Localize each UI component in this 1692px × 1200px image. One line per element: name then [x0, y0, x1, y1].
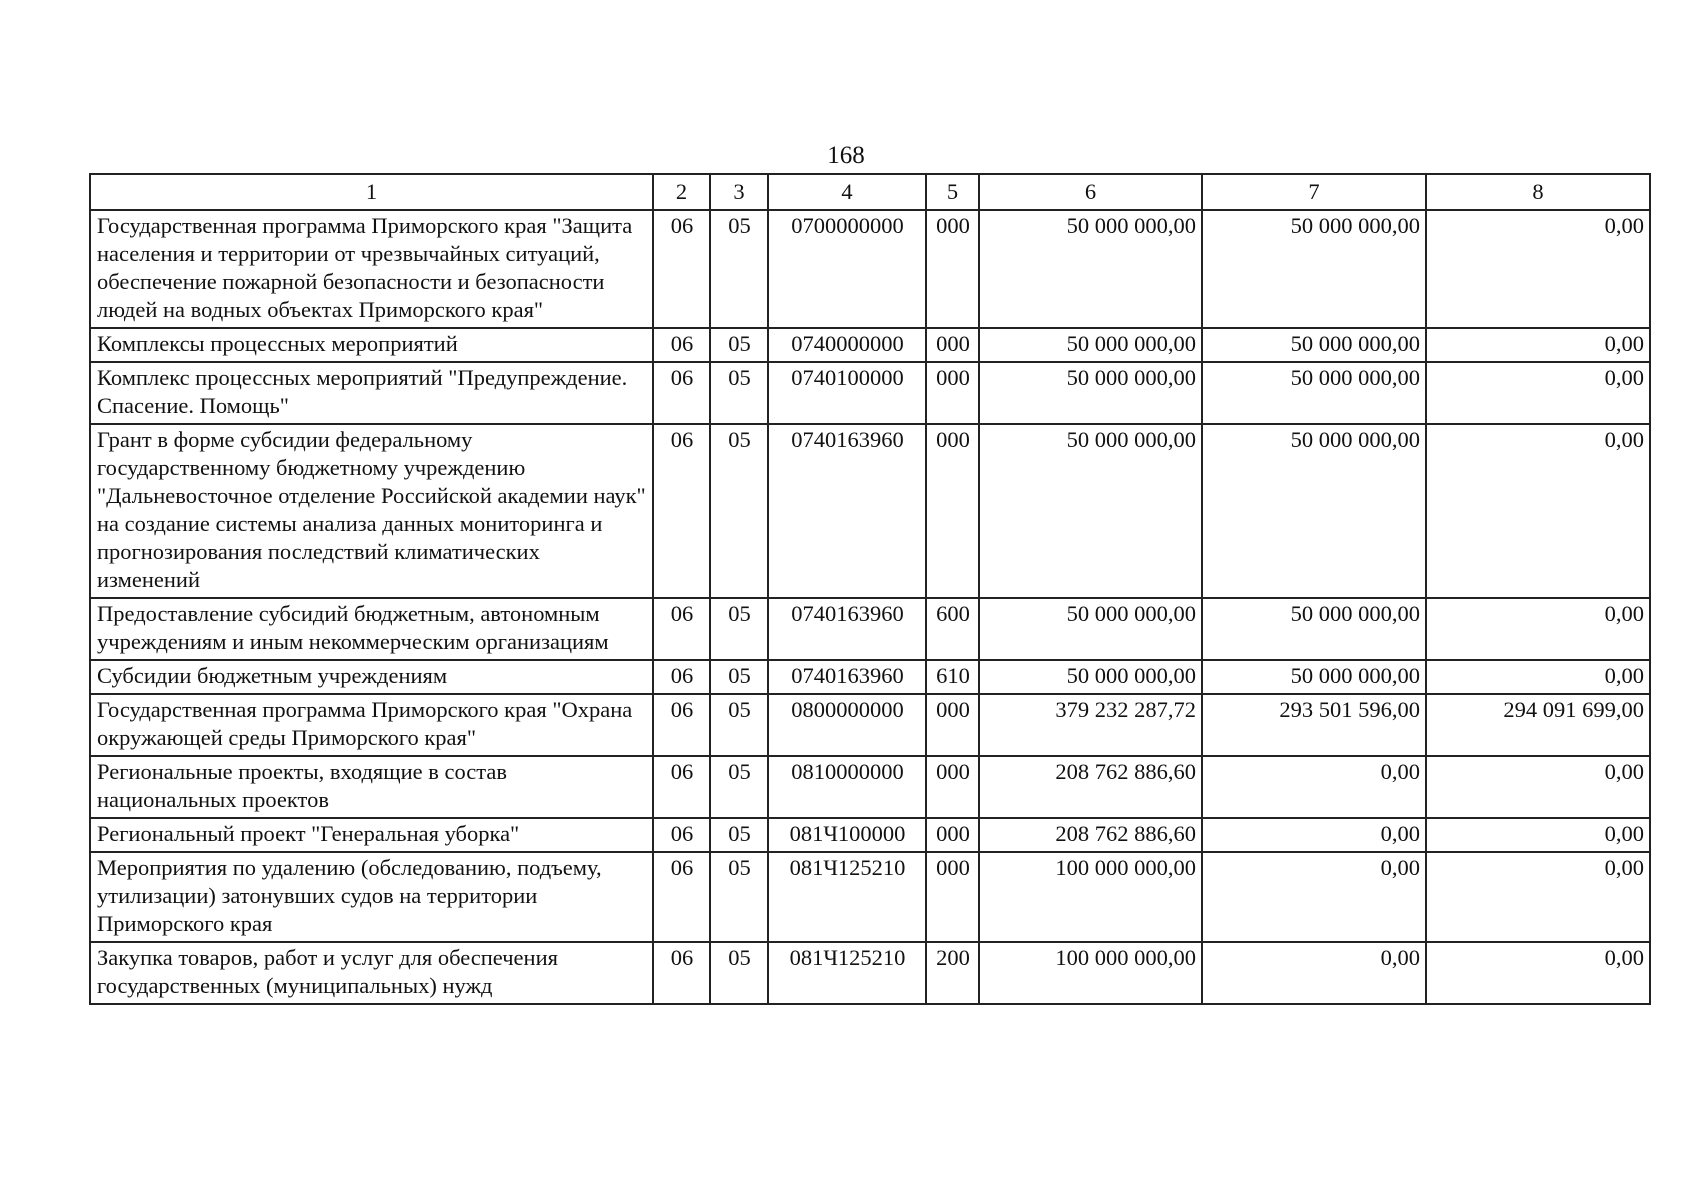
amount-col6: 50 000 000,00 — [979, 362, 1202, 424]
amount-col8: 0,00 — [1426, 328, 1650, 362]
amount-col6: 50 000 000,00 — [979, 660, 1202, 694]
amount-col7: 50 000 000,00 — [1202, 598, 1426, 660]
row-name: Субсидии бюджетным учреждениям — [90, 660, 653, 694]
amount-col8: 0,00 — [1426, 756, 1650, 818]
column-header: 3 — [710, 174, 768, 210]
table-row — [90, 756, 1650, 818]
expense-type-code: 000 — [926, 362, 979, 424]
row-name: Государственная программа Приморского края "Защита населения и территории от чрезвычайных ситуаций, обеспечение пожарной безопасности и безопасности людей на водных объектах Приморского края" — [90, 210, 653, 328]
row-name: Грант в форме субсидии федеральному государственному бюджетному учреждению "Дальневосточное отделение Российской академии наук" на создание системы анализа данных мониторинга и прогнозирования последствий климатических изменений — [90, 424, 653, 598]
expense-type-code: 000 — [926, 424, 979, 598]
subsection-code: 05 — [710, 694, 768, 756]
amount-col8: 0,00 — [1426, 598, 1650, 660]
column-header: 5 — [926, 174, 979, 210]
amount-col6: 208 762 886,60 — [979, 756, 1202, 818]
section-code: 06 — [653, 660, 710, 694]
table-row — [90, 210, 1650, 328]
amount-col7: 50 000 000,00 — [1202, 424, 1426, 598]
subsection-code: 05 — [710, 328, 768, 362]
section-code: 06 — [653, 756, 710, 818]
amount-col6: 50 000 000,00 — [979, 424, 1202, 598]
target-article-code: 0740100000 — [768, 362, 926, 424]
amount-col7: 0,00 — [1202, 852, 1426, 942]
amount-col8: 0,00 — [1426, 818, 1650, 852]
amount-col7: 0,00 — [1202, 942, 1426, 1004]
expense-type-code: 000 — [926, 852, 979, 942]
amount-col7: 293 501 596,00 — [1202, 694, 1426, 756]
amount-col8: 294 091 699,00 — [1426, 694, 1650, 756]
amount-col6: 50 000 000,00 — [979, 598, 1202, 660]
subsection-code: 05 — [710, 756, 768, 818]
table-body — [90, 210, 1650, 1004]
subsection-code: 05 — [710, 210, 768, 328]
row-name: Региональный проект "Генеральная уборка" — [90, 818, 653, 852]
table-row — [90, 328, 1650, 362]
section-code: 06 — [653, 210, 710, 328]
subsection-code: 05 — [710, 852, 768, 942]
subsection-code: 05 — [710, 362, 768, 424]
table-row — [90, 942, 1650, 1004]
section-code: 06 — [653, 818, 710, 852]
amount-col8: 0,00 — [1426, 660, 1650, 694]
table-row — [90, 852, 1650, 942]
amount-col6: 100 000 000,00 — [979, 942, 1202, 1004]
amount-col8: 0,00 — [1426, 852, 1650, 942]
header-row — [90, 174, 1650, 210]
budget-table — [89, 173, 1651, 1005]
row-name: Государственная программа Приморского края "Охрана окружающей среды Приморского края" — [90, 694, 653, 756]
amount-col8: 0,00 — [1426, 942, 1650, 1004]
row-name: Предоставление субсидий бюджетным, автономным учреждениям и иным некоммерческим организациям — [90, 598, 653, 660]
target-article-code: 0740163960 — [768, 660, 926, 694]
amount-col7: 0,00 — [1202, 756, 1426, 818]
subsection-code: 05 — [710, 598, 768, 660]
section-code: 06 — [653, 852, 710, 942]
section-code: 06 — [653, 424, 710, 598]
expense-type-code: 000 — [926, 756, 979, 818]
target-article-code: 0700000000 — [768, 210, 926, 328]
row-name: Закупка товаров, работ и услуг для обеспечения государственных (муниципальных) нужд — [90, 942, 653, 1004]
expense-type-code: 000 — [926, 328, 979, 362]
section-code: 06 — [653, 598, 710, 660]
expense-type-code: 200 — [926, 942, 979, 1004]
table-row — [90, 424, 1650, 598]
page-number: 168 — [827, 142, 865, 169]
target-article-code: 0810000000 — [768, 756, 926, 818]
target-article-code: 0740163960 — [768, 424, 926, 598]
table-row — [90, 598, 1650, 660]
column-header: 7 — [1202, 174, 1426, 210]
amount-col8: 0,00 — [1426, 362, 1650, 424]
table-row — [90, 362, 1650, 424]
expense-type-code: 000 — [926, 694, 979, 756]
column-header: 4 — [768, 174, 926, 210]
target-article-code: 081Ч125210 — [768, 942, 926, 1004]
subsection-code: 05 — [710, 660, 768, 694]
amount-col8: 0,00 — [1426, 424, 1650, 598]
row-name: Мероприятия по удалению (обследованию, подъему, утилизации) затонувших судов на территории Приморского края — [90, 852, 653, 942]
column-header: 2 — [653, 174, 710, 210]
section-code: 06 — [653, 328, 710, 362]
row-name: Комплекс процессных мероприятий "Предупреждение. Спасение. Помощь" — [90, 362, 653, 424]
amount-col7: 50 000 000,00 — [1202, 328, 1426, 362]
target-article-code: 081Ч100000 — [768, 818, 926, 852]
section-code: 06 — [653, 942, 710, 1004]
subsection-code: 05 — [710, 818, 768, 852]
row-name: Региональные проекты, входящие в состав национальных проектов — [90, 756, 653, 818]
amount-col7: 50 000 000,00 — [1202, 210, 1426, 328]
column-header: 6 — [979, 174, 1202, 210]
table-row — [90, 818, 1650, 852]
amount-col6: 379 232 287,72 — [979, 694, 1202, 756]
amount-col8: 0,00 — [1426, 210, 1650, 328]
section-code: 06 — [653, 362, 710, 424]
expense-type-code: 000 — [926, 818, 979, 852]
amount-col7: 50 000 000,00 — [1202, 660, 1426, 694]
column-header: 1 — [90, 174, 653, 210]
target-article-code: 0740000000 — [768, 328, 926, 362]
amount-col6: 100 000 000,00 — [979, 852, 1202, 942]
subsection-code: 05 — [710, 942, 768, 1004]
expense-type-code: 000 — [926, 210, 979, 328]
amount-col6: 50 000 000,00 — [979, 328, 1202, 362]
subsection-code: 05 — [710, 424, 768, 598]
amount-col6: 50 000 000,00 — [979, 210, 1202, 328]
target-article-code: 0740163960 — [768, 598, 926, 660]
target-article-code: 0800000000 — [768, 694, 926, 756]
row-name: Комплексы процессных мероприятий — [90, 328, 653, 362]
amount-col6: 208 762 886,60 — [979, 818, 1202, 852]
expense-type-code: 610 — [926, 660, 979, 694]
table-row — [90, 694, 1650, 756]
column-header: 8 — [1426, 174, 1650, 210]
target-article-code: 081Ч125210 — [768, 852, 926, 942]
expense-type-code: 600 — [926, 598, 979, 660]
amount-col7: 0,00 — [1202, 818, 1426, 852]
amount-col7: 50 000 000,00 — [1202, 362, 1426, 424]
table-row — [90, 660, 1650, 694]
section-code: 06 — [653, 694, 710, 756]
